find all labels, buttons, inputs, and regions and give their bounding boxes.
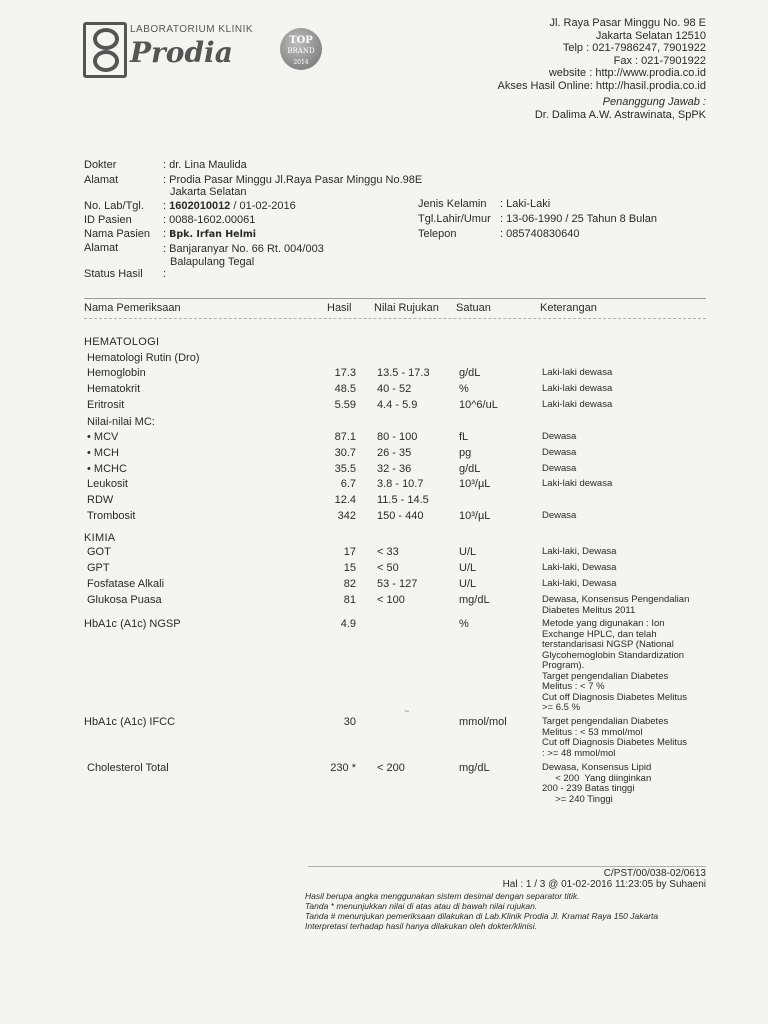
prodia-logo-icon: [83, 22, 127, 78]
test-reference: 53 - 127: [377, 578, 418, 590]
test-unit: mmol/mol: [459, 716, 507, 728]
test-name: RDW: [87, 494, 114, 506]
status-value: :: [163, 268, 167, 280]
nama-value: : Bpk. Irfan Helmi: [163, 228, 257, 240]
test-result: 17: [343, 546, 356, 558]
test-reference: 40 - 52: [377, 383, 412, 395]
test-name: Trombosit: [87, 510, 136, 522]
alamat-value-2: Jakarta Selatan: [170, 186, 247, 198]
test-reference: 11.5 - 14.5: [377, 494, 429, 506]
test-unit: 10^6/uL: [459, 399, 498, 411]
test-result: 4.9: [340, 618, 356, 630]
test-unit: U/L: [459, 546, 477, 558]
test-note: Laki-laki, Dewasa: [542, 562, 617, 573]
test-name: Cholesterol Total: [87, 762, 169, 774]
test-unit: fL: [459, 431, 469, 443]
test-reference: < 50: [377, 562, 399, 574]
alamat-pasien-value: : Banjaranyar No. 66 Rt. 004/003: [163, 243, 324, 255]
test-note: Target pengendalian Diabetes Melitus : < 53 mmol/mol Cut off Diagnosis Diabetes Melitus : >= 48 mmol/mol: [542, 716, 688, 759]
col-header-ref: Nilai Rujukan: [374, 302, 439, 314]
alamat-value: : Prodia Pasar Minggu Jl.Raya Pasar Minggu No.98E: [163, 174, 423, 186]
section-hematologi: HEMATOLOGI: [84, 336, 160, 348]
test-note: Dewasa: [542, 447, 577, 458]
test-note: Dewasa: [542, 510, 577, 521]
test-result: 87.1: [334, 431, 356, 443]
col-header-unit: Satuan: [456, 302, 491, 314]
tgl-label: Tgl.Lahir/Umur: [418, 213, 491, 225]
idpasien-value: : 0088-1602.00061: [163, 214, 256, 226]
test-unit: %: [459, 383, 469, 395]
test-note: Laki-laki dewasa: [542, 399, 613, 410]
test-note: Dewasa, Konsensus Pengendalian Diabetes Melitus 2011: [542, 594, 690, 616]
test-unit: pg: [459, 447, 472, 459]
footer-code: C/PST/00/038-02/0613: [603, 868, 706, 879]
nama-label: Nama Pasien: [84, 228, 151, 240]
brand-name: Prodia: [130, 36, 233, 69]
dokter-label: Dokter: [84, 159, 117, 171]
test-reference: 3.8 - 10.7: [377, 478, 424, 490]
address-line: Akses Hasil Online: http://hasil.prodia.co.id: [497, 79, 706, 92]
telp-label: Telepon: [418, 228, 457, 240]
idpasien-label: ID Pasien: [84, 214, 132, 226]
test-name: • MCH: [87, 447, 119, 459]
col-header-name: Nama Pemeriksaan: [84, 302, 181, 314]
test-reference: < 200: [377, 762, 405, 774]
footer-note: Hasil berupa angka menggunakan sistem desimal dengan separator titik.: [305, 891, 580, 901]
lab-label: LABORATORIUM KLINIK: [130, 24, 254, 35]
address-line: Jl. Raya Pasar Minggu No. 98 E: [549, 17, 706, 29]
test-result: 17.3: [334, 367, 356, 379]
jk-value: : Laki-Laki: [500, 198, 551, 210]
alamat-pasien-label: Alamat: [84, 242, 119, 254]
test-name: Glukosa Puasa: [87, 594, 162, 606]
test-note: Dewasa: [542, 431, 577, 442]
dokter-value: : dr. Lina Maulida: [163, 159, 247, 171]
test-result: 35.5: [334, 463, 356, 475]
test-note: Metode yang digunakan : Ion Exchange HPLC, dan telah terstandarisasi NGSP (National Glycohemoglobin Standardization Program). Target pengendalian Diabetes Melitus : < 7 % Cut off Diagnosis Diabetes Melitus >= 6.5 %: [542, 618, 688, 713]
nolab-label: No. Lab/Tgl.: [84, 200, 144, 212]
test-note: Dewasa: [542, 463, 577, 474]
test-unit: mg/dL: [459, 594, 490, 606]
stray-mark: ~: [404, 706, 410, 716]
status-label: Status Hasil: [84, 268, 143, 280]
test-unit: U/L: [459, 562, 477, 574]
footer-note: Interpretasi terhadap hasil hanya dilakukan oleh dokter/klinisi.: [305, 921, 537, 931]
alamat-pasien-value-2: Balapulang Tegal: [170, 256, 255, 268]
footer-page: Hal : 1 / 3 @ 01-02-2016 11:23:05 by Suhaeni: [502, 879, 706, 890]
test-name: Hematokrit: [87, 383, 141, 395]
nolab-value: : 1602010012 / 01-02-2016: [163, 200, 296, 212]
test-unit: 10³/µL: [459, 510, 491, 522]
test-note: Laki-laki dewasa: [542, 478, 613, 489]
section-hematologi-rutin: Hematologi Rutin (Dro): [87, 352, 200, 364]
test-result: 342: [337, 510, 356, 522]
test-unit: g/dL: [459, 367, 481, 379]
test-reference: 32 - 36: [377, 463, 412, 475]
test-name: Fosfatase Alkali: [87, 578, 165, 590]
footer-note: Tanda * menunjukkan nilai di atas atau di bawah nilai rujukan.: [305, 901, 538, 911]
tgl-value: : 13-06-1990 / 25 Tahun 8 Bulan: [500, 213, 657, 225]
alamat-label: Alamat: [84, 174, 119, 186]
pj-label: Penanggung Jawab :: [602, 96, 706, 108]
address-line: Fax : 021-7901922: [613, 54, 706, 67]
test-name: Hemoglobin: [87, 367, 146, 379]
test-result: 6.7: [340, 478, 356, 490]
test-result: 81: [343, 594, 356, 606]
test-name: HbA1c (A1c) IFCC: [84, 716, 176, 728]
telp-value: : 085740830640: [500, 228, 580, 240]
top-brand-badge-icon: TOP BRAND 2014: [280, 28, 322, 70]
test-result: 30.7: [334, 447, 356, 459]
test-unit: U/L: [459, 578, 477, 590]
test-result: 5.59: [334, 399, 356, 411]
test-reference: 80 - 100: [377, 431, 418, 443]
test-reference: 4.4 - 5.9: [377, 399, 418, 411]
col-header-note: Keterangan: [540, 302, 597, 314]
test-name: HbA1c (A1c) NGSP: [84, 618, 181, 630]
test-name: • MCV: [87, 431, 119, 443]
test-result: 230 *: [330, 762, 356, 774]
test-unit: %: [459, 618, 469, 630]
lab-address: [498, 17, 707, 121]
test-unit: mg/dL: [459, 762, 490, 774]
test-name: Eritrosit: [87, 399, 125, 411]
test-note: Dewasa, Konsensus Lipid < 200 Yang diinginkan 200 - 239 Batas tinggi >= 240 Tinggi: [542, 762, 652, 805]
test-reference: < 100: [377, 594, 405, 606]
test-result: 30: [343, 716, 356, 728]
test-name: GPT: [87, 562, 110, 574]
test-result: 48.5: [334, 383, 356, 395]
test-unit: g/dL: [459, 463, 481, 475]
section-kimia: KIMIA: [84, 532, 116, 544]
section-nilai-mc: Nilai-nilai MC:: [87, 416, 155, 428]
pj-name: Dr. Dalima A.W. Astrawinata, SpPK: [534, 108, 706, 121]
test-reference: 26 - 35: [377, 447, 412, 459]
test-reference: 150 - 440: [377, 510, 424, 522]
test-note: Laki-laki dewasa: [542, 367, 613, 378]
test-result: 12.4: [334, 494, 356, 506]
table-header-rule: [84, 318, 706, 319]
test-name: • MCHC: [87, 463, 127, 475]
col-header-result: Hasil: [327, 302, 352, 314]
jk-label: Jenis Kelamin: [418, 198, 487, 210]
test-result: 15: [343, 562, 356, 574]
test-note: Laki-laki, Dewasa: [542, 578, 617, 589]
test-note: Laki-laki dewasa: [542, 383, 613, 394]
footer-note: Tanda # menunjukan pemeriksaan dilakukan di Lab.Klinik Prodia Jl. Kramat Raya 150 Jakarta: [305, 911, 659, 921]
test-name: Leukosit: [87, 478, 128, 490]
test-name: GOT: [87, 546, 111, 558]
test-reference: < 33: [377, 546, 399, 558]
test-note: Laki-laki, Dewasa: [542, 546, 617, 557]
table-top-rule: [84, 298, 706, 299]
test-unit: 10³/µL: [459, 478, 491, 490]
test-reference: 13.5 - 17.3: [377, 367, 430, 379]
address-line: website : http://www.prodia.co.id: [548, 67, 706, 79]
footer-rule: [308, 866, 706, 867]
test-result: 82: [343, 578, 356, 590]
address-line: Telp : 021-7986247, 7901922: [562, 42, 706, 54]
address-line: Jakarta Selatan 12510: [595, 29, 706, 42]
